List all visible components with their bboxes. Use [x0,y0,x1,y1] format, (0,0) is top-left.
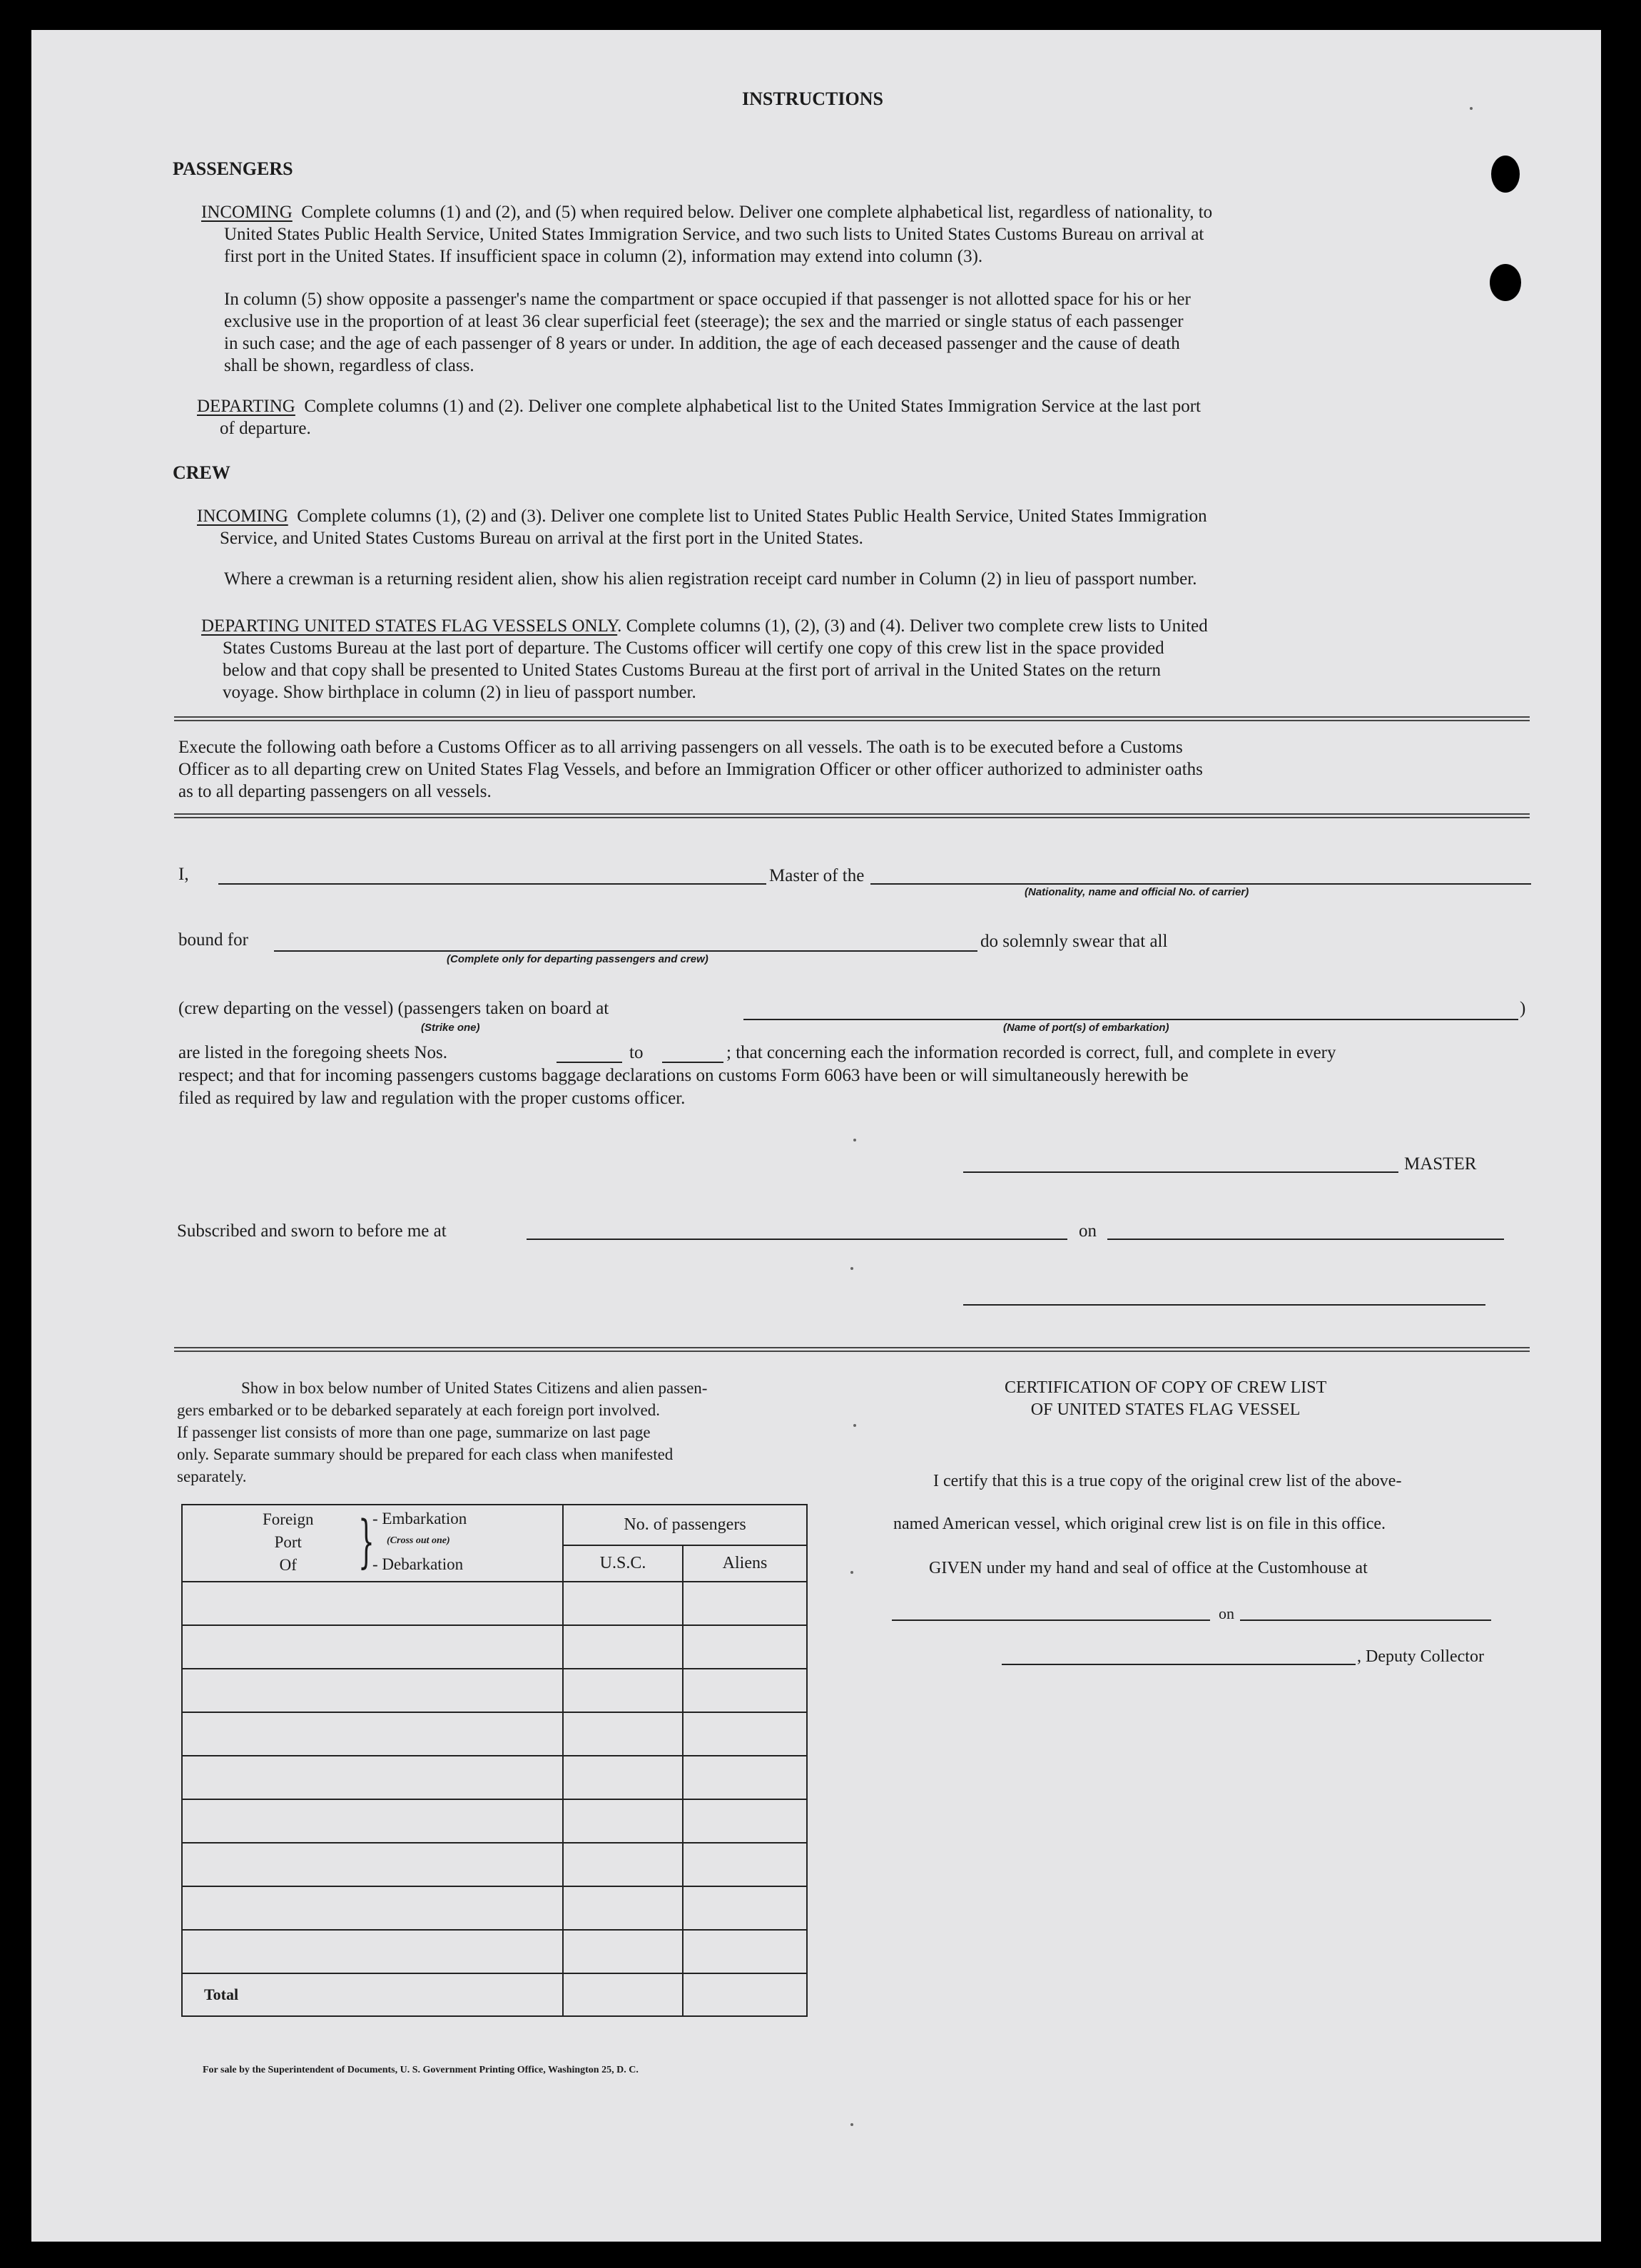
embarkation-line[interactable] [743,1019,1518,1020]
crew-departing-us: DEPARTING UNITED STATES FLAG VESSELS ONLY. Complete columns (1), (2), (3) and (4). Deliver two complete crew lists to United States Customs Bureau at the last port of departure. The Customs officer will certify one copy of this crew list in the space provided below and that copy shall be presented to United States Customs Bureau at the first port of arrival in the United States on the return voyage. Show birthplace in column (2) in lieu of passport number. [201,616,1208,702]
speck [850,1267,853,1270]
table-row [182,1930,807,1973]
table-row [182,1843,807,1886]
passenger-summary-table [181,1504,808,2017]
cert-line2: named American vessel, which original crew list is on file in this office. [893,1515,1386,1533]
no-of-passengers-header: No. of passengers [563,1505,807,1545]
crew-departing-text: (crew departing on the vessel) (passengers taken on board at [178,999,609,1018]
cert-line3: GIVEN under my hand and seal of office at the Customhouse at [929,1559,1368,1577]
table-row [182,1582,807,1625]
port-caption: (Name of port(s) of embarkation) [1003,1022,1169,1034]
speck [1470,107,1473,110]
crew-heading: CREW [173,462,230,483]
master-of-the: Master of the [769,866,865,885]
sheet-from-line[interactable] [557,1062,622,1063]
departing-us-label: DEPARTING UNITED STATES FLAG VESSELS ONLY [201,616,618,636]
table-row [182,1799,807,1843]
table-row [182,1669,807,1712]
close-paren: ) [1520,999,1526,1018]
passengers-incoming: INCOMING Complete columns (1) and (2), and (5) when required below. Deliver one complete alphabetical list, regardless of nationality, to United States Public Health Service, United States Immigration Service, and two such lists to United States Customs Bureau on arrival at first port in the United States. If insufficient space in column (2), information may extend into column (3). [201,203,1213,266]
deputy-collector-label: , Deputy Collector [1357,1647,1484,1666]
certification-title: CERTIFICATION OF COPY OF CREW LIST OF UNITED STATES FLAG VESSEL [1005,1378,1327,1419]
cert-line1: I certify that this is a true copy of the original crew list of the above- [933,1472,1402,1490]
subscribed-text: Subscribed and sworn to before me at [177,1221,447,1241]
table-row [182,1756,807,1799]
gpo-footer: For sale by the Superintendent of Documents, U. S. Government Printing Office, Washington 25, D. C. [203,2065,639,2075]
cert-date-line[interactable] [1240,1619,1491,1621]
officer-signature-line[interactable] [963,1304,1485,1306]
oath-line3: filed as required by law and regulation with the proper customs officer. [178,1089,686,1108]
bound-for: bound for [178,930,248,950]
strike-one-caption: (Strike one) [421,1022,480,1034]
speck [850,1571,853,1574]
divider [174,813,1530,818]
total-label: Total [182,1973,563,2016]
nationality-caption: (Nationality, name and official No. of carrier) [1025,886,1249,898]
oath-i: I, [178,865,189,884]
deputy-signature-line[interactable] [1002,1664,1356,1665]
brace-icon: } [357,1508,375,1575]
debarkation-label: - Debarkation [372,1555,464,1573]
sheet-to-line[interactable] [662,1062,723,1063]
master-label: MASTER [1404,1154,1477,1174]
port-header-cell [182,1505,563,1582]
cross-out-label: (Cross out one) [387,1535,450,1546]
crew-incoming: INCOMING Complete columns (1), (2) and (3). Deliver one complete list to United States Public Health Service, United States Immigration Service, and United States Customs Bureau on arrival at the first port in the United States. [197,507,1207,548]
listed-text-a: are listed in the foregoing sheets Nos. [178,1043,447,1062]
port-label: Port [274,1533,302,1551]
usc-header: U.S.C. [563,1545,683,1582]
divider [174,716,1530,721]
crew-incoming-label: INCOMING [197,507,288,526]
table-row [182,1625,807,1669]
bound-for-line[interactable] [274,950,977,952]
sworn-place-line[interactable] [527,1239,1067,1240]
speck [853,1139,856,1141]
page-title: INSTRUCTIONS [742,88,883,109]
carrier-line[interactable] [870,883,1531,885]
punch-hole [1491,156,1520,193]
sworn-on: on [1079,1221,1097,1241]
passengers-departing: DEPARTING Complete columns (1) and (2). Deliver one complete alphabetical list to the United States Immigration Service at the last port of departure. [197,397,1201,438]
table-row [182,1712,807,1756]
crew-resident-note: Where a crewman is a returning resident alien, show his alien registration receipt card number in Column (2) in lieu of passport number. [224,569,1197,589]
summary-instructions: Show in box below number of United States Citizens and alien passen- gers embarked or to be debarked separately at each foreign port involved. If passenger list consists of more than one page, summarize on last page only. Separate summary should be prepared for each class when manifested separately. [177,1379,708,1485]
sworn-date-line[interactable] [1107,1239,1504,1240]
aliens-header: Aliens [683,1545,807,1582]
swear-text: do solemnly swear that all [980,932,1168,951]
cert-on: on [1219,1605,1234,1622]
departing-caption: (Complete only for departing passengers and crew) [447,953,708,965]
listed-to: to [629,1043,644,1062]
form-page [31,30,1601,2242]
oath-line2: respect; and that for incoming passengers customs baggage declarations on customs Form 6063 have been or will simultaneously herewith be [178,1066,1189,1085]
table-row [182,1886,807,1930]
column5-instructions: In column (5) show opposite a passenger's name the compartment or space occupied if that passenger is not allotted space for his or her exclusive use in the proportion of at least 36 clear superficial feet (steerage); the sex and the married or single status of each passenger in such case; and the age of each passenger of 8 years or under. In addition, the age of each deceased passenger and the cause of death shall be shown, regardless of class. [224,290,1191,375]
departing-label: DEPARTING [197,397,295,416]
embarkation-label: - Embarkation [372,1510,467,1527]
punch-hole [1490,264,1521,301]
master-name-line[interactable] [218,883,766,885]
speck [850,2123,853,2126]
speck [853,1424,856,1427]
divider [174,1347,1530,1352]
listed-text-b: ; that concerning each the information recorded is correct, full, and complete in every [726,1043,1336,1062]
passengers-heading: PASSENGERS [173,158,293,179]
of-label: Of [279,1556,297,1574]
oath-intro: Execute the following oath before a Customs Officer as to all arriving passengers on all vessels. The oath is to be executed before a Customs Officer as to all departing crew on United States Flag Vessels, and before an Immigration Officer or other officer authorized to administer oaths as to all departing passengers on all vessels. [178,738,1203,801]
foreign-label: Foreign [263,1510,314,1528]
total-row [182,1973,807,2016]
incoming-label: INCOMING [201,203,293,222]
master-signature-line[interactable] [963,1171,1398,1173]
customhouse-line[interactable] [892,1619,1210,1621]
